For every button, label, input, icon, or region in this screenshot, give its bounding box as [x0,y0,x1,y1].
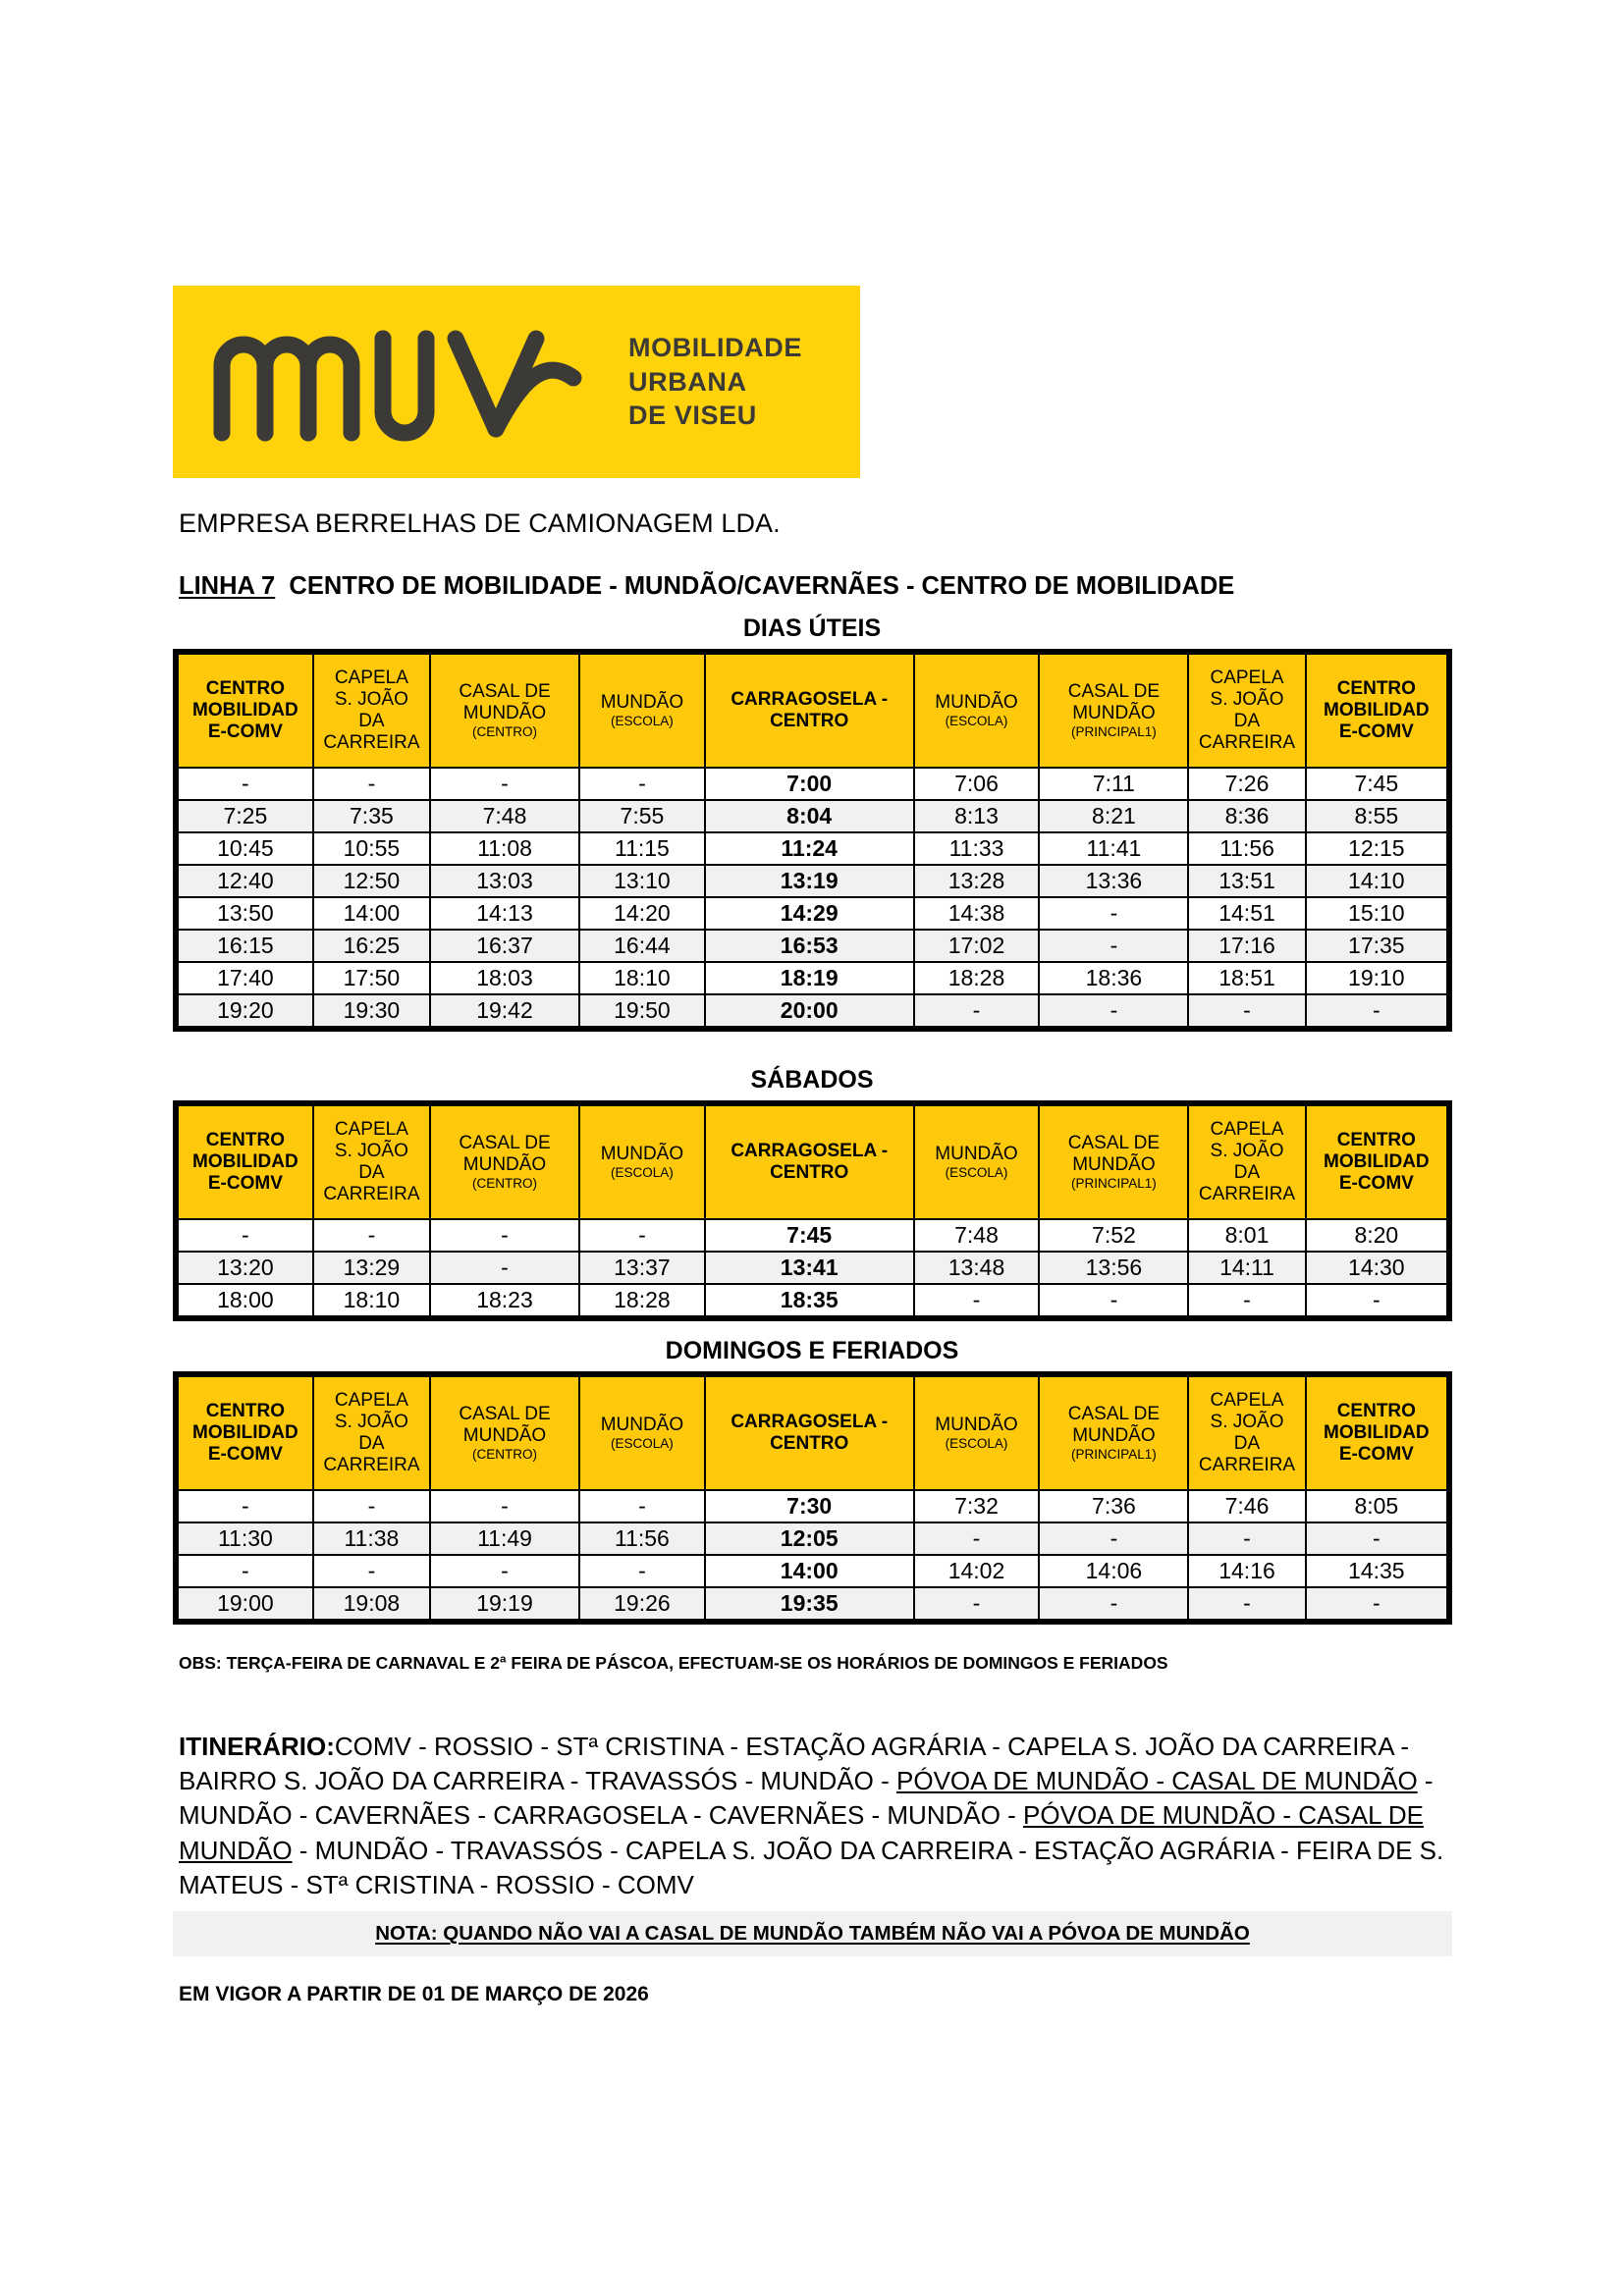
table-row [178,1490,1447,1522]
time-cell: 12:05 [705,1522,914,1555]
time-cell: 11:41 [1039,832,1188,865]
table-body-sabados [178,1219,1447,1316]
time-cell: - [430,1555,579,1587]
time-cell: 7:52 [1039,1219,1188,1252]
table-row [178,930,1447,962]
nota-banner [173,1911,1452,1956]
time-cell: 14:00 [313,897,430,930]
time-cell: 8:01 [1188,1219,1305,1252]
column-header-2: CAPELA S. JOÃO DA CARREIRA [313,1376,430,1490]
time-cell: 14:51 [1188,897,1305,930]
time-cell: - [178,1219,313,1252]
column-header-1: CENTRO MOBILIDAD E-COMV [178,1376,313,1490]
time-cell: 15:10 [1306,897,1447,930]
timetable-domingos [173,1371,1452,1625]
tagline-line-2: URBANA [628,366,747,397]
time-cell: 11:38 [313,1522,430,1555]
company-name: EMPRESA BERRELHAS DE CAMIONAGEM LDA. [179,508,781,538]
time-cell: 10:55 [313,832,430,865]
tagline-line-1: MOBILIDADE [628,333,802,363]
time-cell: 7:48 [914,1219,1040,1252]
time-cell: - [579,768,705,800]
time-cell: 7:55 [579,800,705,832]
time-cell: 18:35 [705,1284,914,1316]
time-cell: 7:30 [705,1490,914,1522]
time-cell: - [579,1555,705,1587]
timetable-sabados [173,1100,1452,1321]
time-cell: 14:35 [1306,1555,1447,1587]
time-cell: 8:55 [1306,800,1447,832]
column-header-3: CASAL DE MUNDÃO (CENTRO) [430,1376,579,1490]
time-cell: 20:00 [705,994,914,1027]
header-row [178,654,1447,768]
time-cell: 7:35 [313,800,430,832]
table-body-uteis [178,768,1447,1027]
table-row [178,800,1447,832]
itinerary-seg-5: - MUNDÃO - TRAVASSÓS - CAPELA S. JOÃO DA CARREIRA - ESTAÇÃO AGRÁRIA - FEIRA DE S. MATEUS - STª CRISTINA - ROSSIO - COMV [179,1835,1444,1899]
time-cell: 13:37 [579,1252,705,1284]
time-cell: 13:56 [1039,1252,1188,1284]
itinerary-seg-1: COMV - ROSSIO - STª CRISTINA - ESTAÇÃO AGRÁRIA - CAPELA S. JOÃO DA CARREIRA - BAIRRO S. JOÃO DA CARREIRA - TRAVASSÓS - MUNDÃO - [179,1732,1410,1796]
time-cell: 17:35 [1306,930,1447,962]
time-cell: 14:13 [430,897,579,930]
column-header-3: CASAL DE MUNDÃO (CENTRO) [430,654,579,768]
time-cell: 13:50 [178,897,313,930]
section-title-domingos: DOMINGOS E FERIADOS [665,1337,959,1364]
time-cell: 18:28 [579,1284,705,1316]
table-row [178,1219,1447,1252]
column-header-6: MUNDÃO (ESCOLA) [914,1105,1040,1219]
time-cell: 13:03 [430,865,579,897]
time-cell: - [1039,1284,1188,1316]
time-cell: - [914,1587,1040,1620]
schedule-table-uteis [177,653,1448,1028]
timetable-uteis [173,649,1452,1032]
time-cell: 13:20 [178,1252,313,1284]
time-cell: 18:03 [430,962,579,994]
time-cell: - [1306,1587,1447,1620]
time-cell: 14:10 [1306,865,1447,897]
time-cell: 13:10 [579,865,705,897]
time-cell: 8:13 [914,800,1040,832]
time-cell: - [1039,897,1188,930]
time-cell: 13:36 [1039,865,1188,897]
time-cell: - [914,1284,1040,1316]
schedule-table-domingos [177,1375,1448,1621]
time-cell: 13:29 [313,1252,430,1284]
column-header-3: CASAL DE MUNDÃO (CENTRO) [430,1105,579,1219]
time-cell: 11:49 [430,1522,579,1555]
time-cell: 7:25 [178,800,313,832]
time-cell: 18:10 [313,1284,430,1316]
time-cell: 11:15 [579,832,705,865]
table-row [178,897,1447,930]
time-cell: 11:33 [914,832,1040,865]
tagline-line-3: DE VISEU [628,400,757,431]
time-cell: 13:41 [705,1252,914,1284]
time-cell: - [1039,930,1188,962]
column-header-5: CARRAGOSELA - CENTRO [705,1105,914,1219]
column-header-4: MUNDÃO (ESCOLA) [579,1105,705,1219]
time-cell: - [430,1219,579,1252]
table-row [178,1522,1447,1555]
time-cell: 17:16 [1188,930,1305,962]
column-header-8: CAPELA S. JOÃO DA CARREIRA [1188,1105,1305,1219]
time-cell: 7:45 [1306,768,1447,800]
time-cell: 18:23 [430,1284,579,1316]
time-cell: - [1306,1284,1447,1316]
time-cell: 14:06 [1039,1555,1188,1587]
table-header-uteis [178,654,1447,768]
table-row [178,768,1447,800]
time-cell: - [1188,1284,1305,1316]
time-cell: 13:28 [914,865,1040,897]
column-header-5: CARRAGOSELA - CENTRO [705,1376,914,1490]
column-header-1: CENTRO MOBILIDAD E-COMV [178,1105,313,1219]
time-cell: 19:10 [1306,962,1447,994]
time-cell: - [579,1219,705,1252]
time-cell: - [430,1252,579,1284]
time-cell: 19:50 [579,994,705,1027]
time-cell: 14:00 [705,1555,914,1587]
time-cell: 7:00 [705,768,914,800]
time-cell: 7:11 [1039,768,1188,800]
column-header-6: MUNDÃO (ESCOLA) [914,1376,1040,1490]
time-cell: 18:36 [1039,962,1188,994]
time-cell: 7:48 [430,800,579,832]
time-cell: 7:32 [914,1490,1040,1522]
time-cell: 8:05 [1306,1490,1447,1522]
time-cell: - [313,1219,430,1252]
muv-wordmark-icon [210,321,603,444]
time-cell: 16:44 [579,930,705,962]
time-cell: 14:30 [1306,1252,1447,1284]
table-body-domingos [178,1490,1447,1620]
column-header-4: MUNDÃO (ESCOLA) [579,1376,705,1490]
column-header-7: CASAL DE MUNDÃO (PRINCIPAL1) [1039,1105,1188,1219]
time-cell: - [1039,1522,1188,1555]
table-header-domingos [178,1376,1447,1490]
line-title [179,572,1234,601]
table-row [178,832,1447,865]
time-cell: 16:15 [178,930,313,962]
time-cell: 17:50 [313,962,430,994]
time-cell: 13:19 [705,865,914,897]
time-cell: 11:30 [178,1522,313,1555]
time-cell: - [579,1490,705,1522]
time-cell: 19:08 [313,1587,430,1620]
time-cell: 7:06 [914,768,1040,800]
time-cell: 13:51 [1188,865,1305,897]
column-header-7: CASAL DE MUNDÃO (PRINCIPAL1) [1039,654,1188,768]
column-header-7: CASAL DE MUNDÃO (PRINCIPAL1) [1039,1376,1188,1490]
time-cell: 11:24 [705,832,914,865]
section-title-uteis: DIAS ÚTEIS [742,614,882,642]
time-cell: 7:45 [705,1219,914,1252]
header-row [178,1376,1447,1490]
itinerary-paragraph [179,1730,1445,1902]
column-header-9: CENTRO MOBILIDAD E-COMV [1306,654,1447,768]
time-cell: 14:38 [914,897,1040,930]
time-cell: 12:40 [178,865,313,897]
nota-text: NOTA: QUANDO NÃO VAI A CASAL DE MUNDÃO TAMBÉM NÃO VAI A PÓVOA DE MUNDÃO [375,1922,1250,1945]
table-row [178,994,1447,1027]
time-cell: - [914,1522,1040,1555]
time-cell: - [1039,994,1188,1027]
time-cell: 19:30 [313,994,430,1027]
time-cell: 7:36 [1039,1490,1188,1522]
time-cell: 8:21 [1039,800,1188,832]
time-cell: 19:19 [430,1587,579,1620]
time-cell: - [313,768,430,800]
effective-date: EM VIGOR A PARTIR DE 01 DE MARÇO DE 2026 [179,1983,649,2005]
time-cell: 8:04 [705,800,914,832]
time-cell: 19:00 [178,1587,313,1620]
time-cell: - [1039,1587,1188,1620]
time-cell: 17:02 [914,930,1040,962]
time-cell: 11:56 [579,1522,705,1555]
time-cell: - [313,1490,430,1522]
time-cell: 17:40 [178,962,313,994]
time-cell: 18:00 [178,1284,313,1316]
column-header-6: MUNDÃO (ESCOLA) [914,654,1040,768]
time-cell: 11:08 [430,832,579,865]
column-header-9: CENTRO MOBILIDAD E-COMV [1306,1105,1447,1219]
time-cell: - [1188,1587,1305,1620]
column-header-1: CENTRO MOBILIDAD E-COMV [178,654,313,768]
time-cell: 14:20 [579,897,705,930]
itinerary-label: ITINERÁRIO: [179,1732,335,1761]
time-cell: - [1188,994,1305,1027]
time-cell: - [178,1555,313,1587]
muv-logo-banner [173,286,860,478]
time-cell: 11:56 [1188,832,1305,865]
table-row [178,1252,1447,1284]
time-cell: 14:29 [705,897,914,930]
muv-tagline [628,331,802,433]
column-header-5: CARRAGOSELA - CENTRO [705,654,914,768]
time-cell: 14:11 [1188,1252,1305,1284]
column-header-8: CAPELA S. JOÃO DA CARREIRA [1188,1376,1305,1490]
table-row [178,1284,1447,1316]
column-header-4: MUNDÃO (ESCOLA) [579,654,705,768]
time-cell: - [914,994,1040,1027]
time-cell: 18:10 [579,962,705,994]
time-cell: - [1306,994,1447,1027]
time-cell: 7:46 [1188,1490,1305,1522]
observation-note: OBS: TERÇA-FEIRA DE CARNAVAL E 2ª FEIRA DE PÁSCOA, EFECTUAM-SE OS HORÁRIOS DE DOMINGOS E FERIADOS [179,1653,1168,1673]
time-cell: 7:26 [1188,768,1305,800]
header-row [178,1105,1447,1219]
section-title-sabados: SÁBADOS [750,1066,874,1094]
time-cell: 8:20 [1306,1219,1447,1252]
itinerary-seg-4-underlined: PÓVOA DE MUNDÃO - CASAL DE MUNDÃO [179,1800,1424,1865]
table-row [178,865,1447,897]
time-cell: 18:28 [914,962,1040,994]
time-cell: 14:02 [914,1555,1040,1587]
time-cell: 12:50 [313,865,430,897]
time-cell: 19:26 [579,1587,705,1620]
time-cell: 18:19 [705,962,914,994]
time-cell: 16:53 [705,930,914,962]
time-cell: 19:42 [430,994,579,1027]
time-cell: - [178,1490,313,1522]
time-cell: 10:45 [178,832,313,865]
time-cell: - [1188,1522,1305,1555]
time-cell: 14:16 [1188,1555,1305,1587]
time-cell: - [1306,1522,1447,1555]
table-row [178,1555,1447,1587]
time-cell: 18:51 [1188,962,1305,994]
itinerary-seg-2-underlined: PÓVOA DE MUNDÃO - CASAL DE MUNDÃO [896,1766,1418,1796]
time-cell: - [178,768,313,800]
column-header-2: CAPELA S. JOÃO DA CARREIRA [313,1105,430,1219]
time-cell: 16:37 [430,930,579,962]
table-header-sabados [178,1105,1447,1219]
column-header-8: CAPELA S. JOÃO DA CARREIRA [1188,654,1305,768]
time-cell: 8:36 [1188,800,1305,832]
line-number-label: LINHA 7 [179,572,276,600]
time-cell: 12:15 [1306,832,1447,865]
time-cell: - [430,1490,579,1522]
table-row [178,962,1447,994]
time-cell: 13:48 [914,1252,1040,1284]
column-header-2: CAPELA S. JOÃO DA CARREIRA [313,654,430,768]
schedule-table-sabados [177,1104,1448,1317]
time-cell: 16:25 [313,930,430,962]
time-cell: 19:20 [178,994,313,1027]
line-route-label: CENTRO DE MOBILIDADE - MUNDÃO/CAVERNÃES - CENTRO DE MOBILIDADE [289,572,1235,600]
time-cell: 19:35 [705,1587,914,1620]
time-cell: - [313,1555,430,1587]
column-header-9: CENTRO MOBILIDAD E-COMV [1306,1376,1447,1490]
time-cell: - [430,768,579,800]
table-row [178,1587,1447,1620]
itinerary-seg-3: - MUNDÃO - CAVERNÃES - CARRAGOSELA - CAVERNÃES - MUNDÃO - [179,1766,1434,1831]
